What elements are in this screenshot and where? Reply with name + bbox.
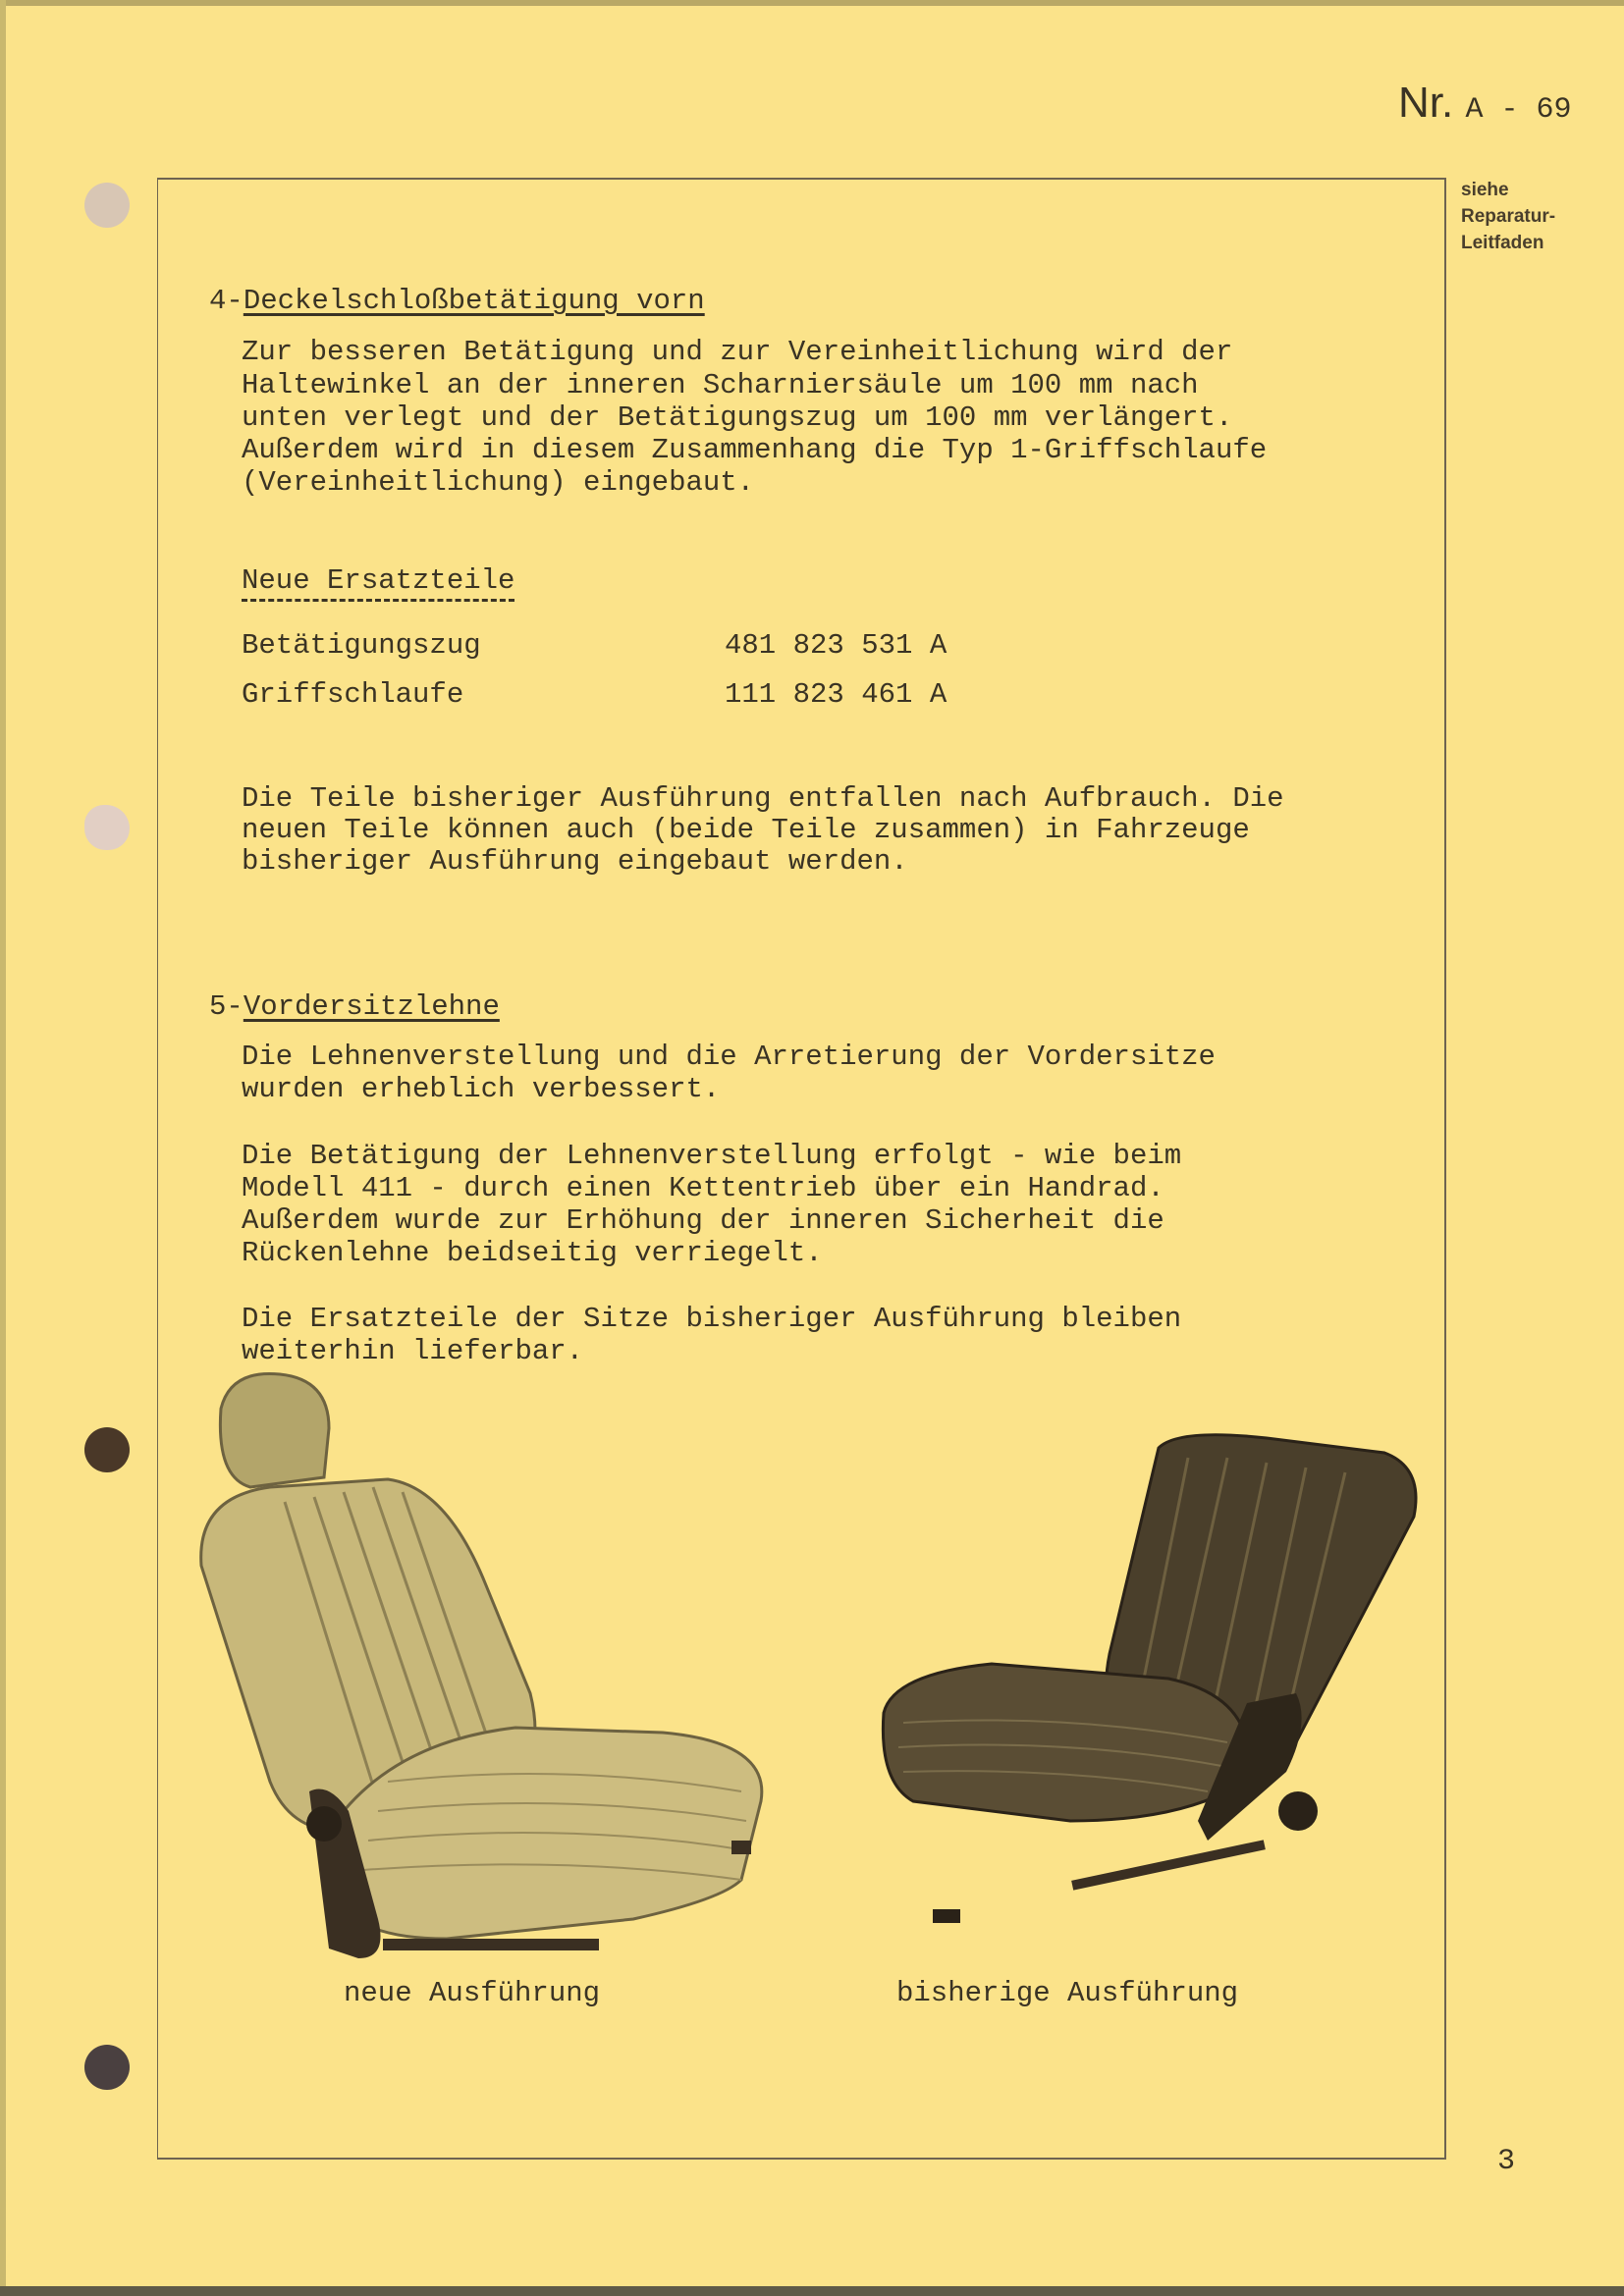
old-seat-photo xyxy=(874,1428,1424,1939)
new-seat-photo xyxy=(191,1369,781,1978)
page-number: 3 xyxy=(1497,2145,1516,2178)
old-seat-caption: bisherige Ausführung xyxy=(896,1977,1239,2009)
document-number xyxy=(1398,79,1572,128)
punch-hole xyxy=(84,2045,130,2090)
section-number: 5- xyxy=(209,990,244,1023)
note-line: neuen Teile können auch (beide Teile zusammen) in Fahrzeuge xyxy=(242,814,1250,846)
note-line: Die Teile bisheriger Ausführung entfallen nach Aufbrauch. Die xyxy=(242,782,1284,815)
body-line: Die Betätigung der Lehnenverstellung erfolgt - wie beim xyxy=(242,1140,1182,1172)
sidebar-note xyxy=(1461,177,1555,256)
body-line: wurden erheblich verbessert. xyxy=(242,1073,721,1105)
body-line: Zur besseren Betätigung und zur Vereinheitlichung wird der xyxy=(242,336,1233,368)
body-line: Rückenlehne beidseitig verriegelt. xyxy=(242,1237,823,1269)
body-line: Die Lehnenverstellung und die Arretierung der Vordersitze xyxy=(242,1041,1216,1073)
section-title: Deckelschloßbetätigung vorn xyxy=(243,285,705,317)
part-name: Griffschlaufe xyxy=(242,678,464,711)
part-number: 481 823 531 A xyxy=(725,629,947,662)
section-5-heading xyxy=(209,990,500,1023)
section-title: Vordersitzlehne xyxy=(243,990,500,1023)
sidebar-note-line: Reparatur- xyxy=(1461,206,1556,227)
sidebar-note-line: siehe xyxy=(1461,180,1509,200)
body-line: Außerdem wurde zur Erhöhung der inneren Sicherheit die xyxy=(242,1204,1164,1237)
part-number: 111 823 461 A xyxy=(725,678,947,711)
body-line: (Vereinheitlichung) eingebaut. xyxy=(242,466,755,499)
punch-hole xyxy=(84,183,130,228)
punch-hole xyxy=(84,805,130,850)
punch-hole xyxy=(84,1427,130,1472)
parts-heading xyxy=(242,564,514,597)
part-name: Betätigungszug xyxy=(242,629,481,662)
body-line: Außerdem wird in diesem Zusammenhang die Typ 1-Griffschlaufe xyxy=(242,434,1268,466)
body-line: Modell 411 - durch einen Kettentrieb über ein Handrad. xyxy=(242,1172,1164,1204)
note-line: bisheriger Ausführung eingebaut werden. xyxy=(242,845,908,878)
parts-heading-text: Neue Ersatzteile xyxy=(242,564,514,602)
sidebar-note-line: Leitfaden xyxy=(1461,233,1544,253)
body-line: weiterhin lieferbar. xyxy=(242,1335,584,1367)
nr-label: Nr. xyxy=(1398,79,1454,127)
paper-edge-bottom xyxy=(0,2286,1624,2296)
paper-edge-left xyxy=(0,0,6,2296)
body-line: Haltewinkel an der inneren Scharniersäule um 100 mm nach xyxy=(242,369,1199,401)
body-line: Die Ersatzteile der Sitze bisheriger Ausführung bleiben xyxy=(242,1303,1182,1335)
new-seat-caption: neue Ausführung xyxy=(344,1977,601,2009)
section-number: 4- xyxy=(209,285,244,317)
nr-value: A - 69 xyxy=(1465,93,1572,127)
body-line: unten verlegt und der Betätigungszug um 100 mm verlängert. xyxy=(242,401,1233,434)
paper-edge-top xyxy=(0,0,1624,6)
section-4-heading xyxy=(209,285,705,317)
